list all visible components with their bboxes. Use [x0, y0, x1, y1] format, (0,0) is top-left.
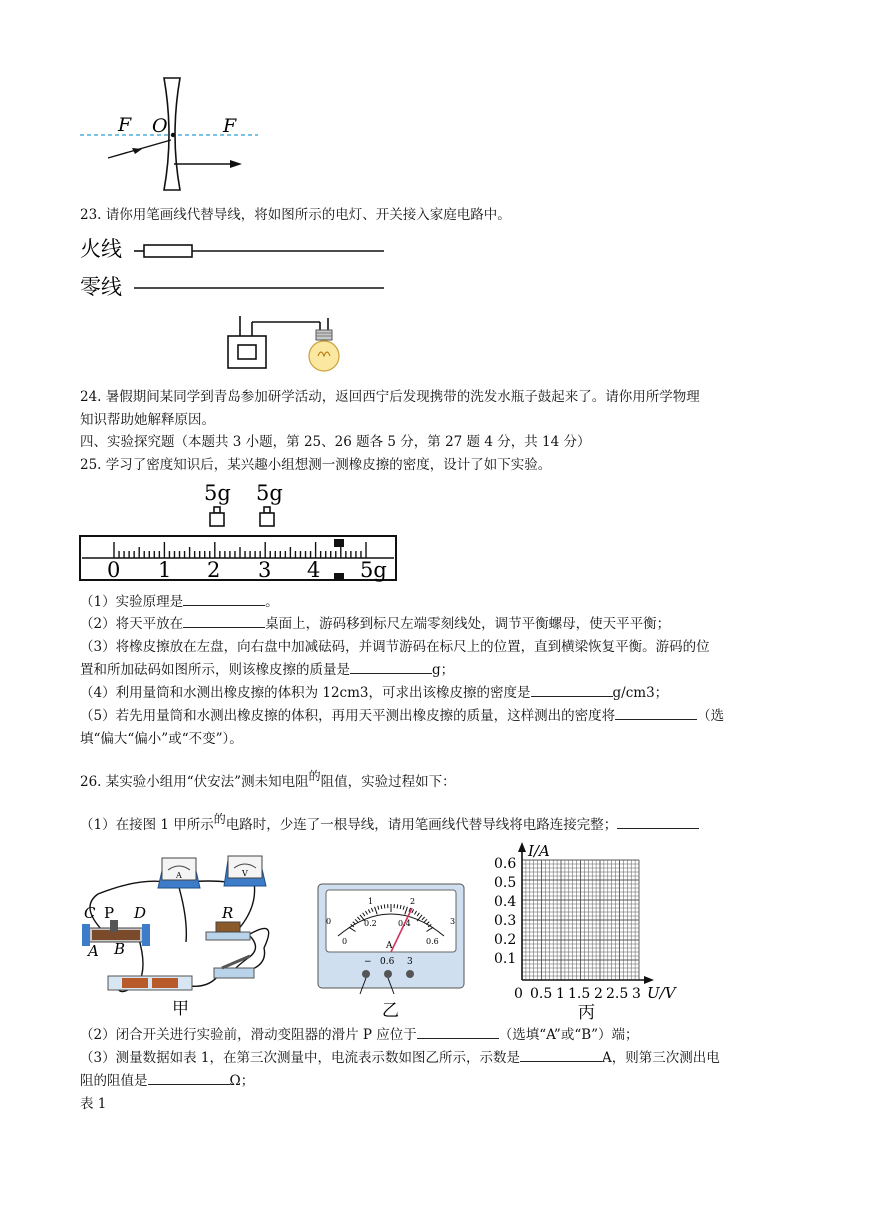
- answer-blank[interactable]: [615, 707, 697, 720]
- question-23: 23. 请你用笔画线代替导线，将如图所示的电灯、开关接入家庭电路中。: [80, 207, 511, 223]
- y-tick-06: 0.6: [494, 856, 517, 872]
- voltmeter-icon: [224, 856, 266, 886]
- light-bulb-icon: [309, 330, 339, 371]
- dial-outer-2: 2: [410, 897, 416, 906]
- resistor-label: R: [222, 904, 234, 922]
- zero-wire-label: 零线: [80, 275, 122, 299]
- scale-tick-0: 0: [107, 558, 121, 582]
- q25-part5-line2: 填“偏大“偏小”或“不变”）。: [80, 731, 243, 747]
- answer-blank[interactable]: [617, 816, 699, 829]
- dial-inner-0: 0: [342, 937, 348, 946]
- dial-inner-3: 0.6: [426, 937, 439, 946]
- question-24-line2: 知识帮助她解释原因。: [80, 412, 215, 428]
- x-axis-label: U/V: [647, 984, 676, 1002]
- terminal-3-label: 3: [407, 957, 413, 967]
- weight-icon: [260, 507, 274, 526]
- q26-part1: （1）在接图 1 甲所示的电路时，少连了一根导线，请用笔画线代替导线将电路连接完整；: [80, 809, 699, 835]
- q25-part3-line1: （3）将橡皮擦放在左盘，向右盘中加减砝码，并调节游码在标尺上的位置，直到横梁恢复平衡。游码的位: [80, 639, 710, 655]
- x-tick-15: 1.5: [568, 986, 591, 1002]
- weight-icon: [210, 507, 224, 526]
- answer-blank[interactable]: [183, 593, 265, 606]
- rheostat-c-label: C: [84, 904, 96, 922]
- weight-label-1: 5g: [204, 481, 231, 505]
- rheostat-p-label: P: [104, 904, 115, 922]
- battery-icon: [108, 976, 192, 990]
- section-4-heading: 四、实验探究题（本题共 3 小题，第 25、26 题各 5 分，第 27 题 4 分，共 14 分）: [80, 434, 591, 450]
- scale-tick-5: 5g: [360, 558, 387, 582]
- rheostat-d-label: D: [134, 904, 147, 922]
- dial-outer-3: 3: [450, 917, 456, 926]
- answer-blank[interactable]: [183, 615, 265, 628]
- scale-tick-2: 2: [207, 558, 221, 582]
- focus-left-label: F: [118, 114, 132, 136]
- answer-blank[interactable]: [531, 684, 613, 697]
- svg-text:A: A: [176, 871, 182, 880]
- x-tick-3: 3: [632, 986, 641, 1002]
- circuit-figure-jia: [78, 848, 310, 1018]
- switch-icon: [214, 956, 254, 978]
- rheostat-a-label: A: [88, 942, 99, 960]
- answer-blank[interactable]: [148, 1072, 230, 1085]
- q25-part5: （5）若先用量筒和水测出橡皮擦的体积，再用天平测出橡皮擦的质量，这样测出的密度将 （选: [80, 708, 725, 724]
- q25-part4: （4）利用量筒和水测出橡皮擦的体积为 12cm3，可求出该橡皮擦的密度是 g/cm3；: [80, 685, 669, 701]
- x-tick-05: 0.5: [530, 986, 553, 1002]
- terminal-06-label: 0.6: [380, 957, 395, 967]
- q26-part3-line2: 阻的阻值是 Ω；: [80, 1073, 255, 1089]
- q26-part2: （2）闭合开关进行实验前，滑动变阻器的滑片 P 应位于 （选填“A”或“B”）端；: [80, 1027, 639, 1043]
- x-tick-0: 0: [514, 986, 523, 1002]
- scale-tick-4: 4: [307, 558, 321, 582]
- y-tick-03: 0.3: [494, 913, 517, 929]
- dial-outer-1: 1: [368, 897, 374, 906]
- q25-part2: （2）将天平放在 桌面上，游码移到标尺左端零刻线处，调节平衡螺母，使天平平衡；: [80, 616, 671, 632]
- weight-label-2: 5g: [256, 481, 283, 505]
- figure-bing-caption: 丙: [578, 1003, 595, 1023]
- y-axis-label: I/A: [528, 842, 550, 860]
- answer-blank[interactable]: [417, 1026, 499, 1039]
- figure-jia-caption: 甲: [172, 999, 189, 1018]
- terminal-06[interactable]: [384, 970, 392, 978]
- y-tick-05: 0.5: [494, 875, 517, 891]
- scale-tick-3: 3: [258, 558, 272, 582]
- question-24-line1: 24. 暑假期间某同学到青岛参加研学活动，返回西宁后发现携带的洗发水瓶子鼓起来了。请你用所学物理: [80, 389, 700, 405]
- y-tick-01: 0.1: [494, 951, 517, 967]
- q25-part1: （1）实验原理是 。: [80, 594, 279, 610]
- svg-text:V: V: [242, 869, 248, 878]
- scale-tick-1: 1: [158, 558, 172, 582]
- x-tick-2: 2: [594, 986, 603, 1002]
- answer-blank[interactable]: [520, 1049, 602, 1062]
- q26-part3: （3）测量数据如表 1，在第三次测量中，电流表示数如图乙所示，示数是 A，则第三次测出电: [80, 1050, 720, 1066]
- table-1-label: 表 1: [80, 1096, 107, 1112]
- y-tick-04: 0.4: [494, 894, 517, 910]
- home-circuit-figure: [78, 232, 388, 374]
- dial-inner-2: 0.4: [398, 919, 411, 928]
- fire-wire-label: 火线: [80, 237, 122, 261]
- iu-graph-figure-bing: [490, 840, 680, 1024]
- dial-unit: A: [386, 941, 393, 951]
- terminal-neg-label: −: [364, 957, 372, 967]
- fuse: [144, 245, 192, 257]
- x-tick-1: 1: [556, 986, 565, 1002]
- optical-center-label: O: [152, 115, 168, 137]
- ammeter-dial-figure-yi: [316, 882, 466, 1022]
- question-26-intro: 26. 某实验小组用“伏安法”测未知电阻的阻值，实验过程如下：: [80, 769, 456, 790]
- y-tick-02: 0.2: [494, 932, 517, 948]
- terminal-neg[interactable]: [362, 970, 370, 978]
- question-25-intro: 25. 学习了密度知识后，某兴趣小组想测一测橡皮擦的密度，设计了如下实验。: [80, 457, 552, 473]
- balance-scale-figure: [78, 478, 398, 586]
- rheostat-b-label: B: [114, 940, 126, 958]
- figure-yi-caption: 乙: [382, 1001, 399, 1021]
- focus-right-label: F: [223, 115, 237, 137]
- terminal-3[interactable]: [406, 970, 414, 978]
- rider: [334, 539, 344, 547]
- q25-part3-line2: 置和所加砝码如图所示，则该橡皮擦的质量是 g；: [80, 662, 455, 678]
- dial-outer-0: 0: [326, 917, 332, 926]
- x-tick-25: 2.5: [606, 986, 629, 1002]
- ammeter-icon: [158, 858, 200, 888]
- dial-inner-1: 0.2: [364, 919, 377, 928]
- answer-blank[interactable]: [350, 661, 432, 674]
- concave-lens-figure: [78, 72, 268, 194]
- resistor-icon: [206, 922, 250, 940]
